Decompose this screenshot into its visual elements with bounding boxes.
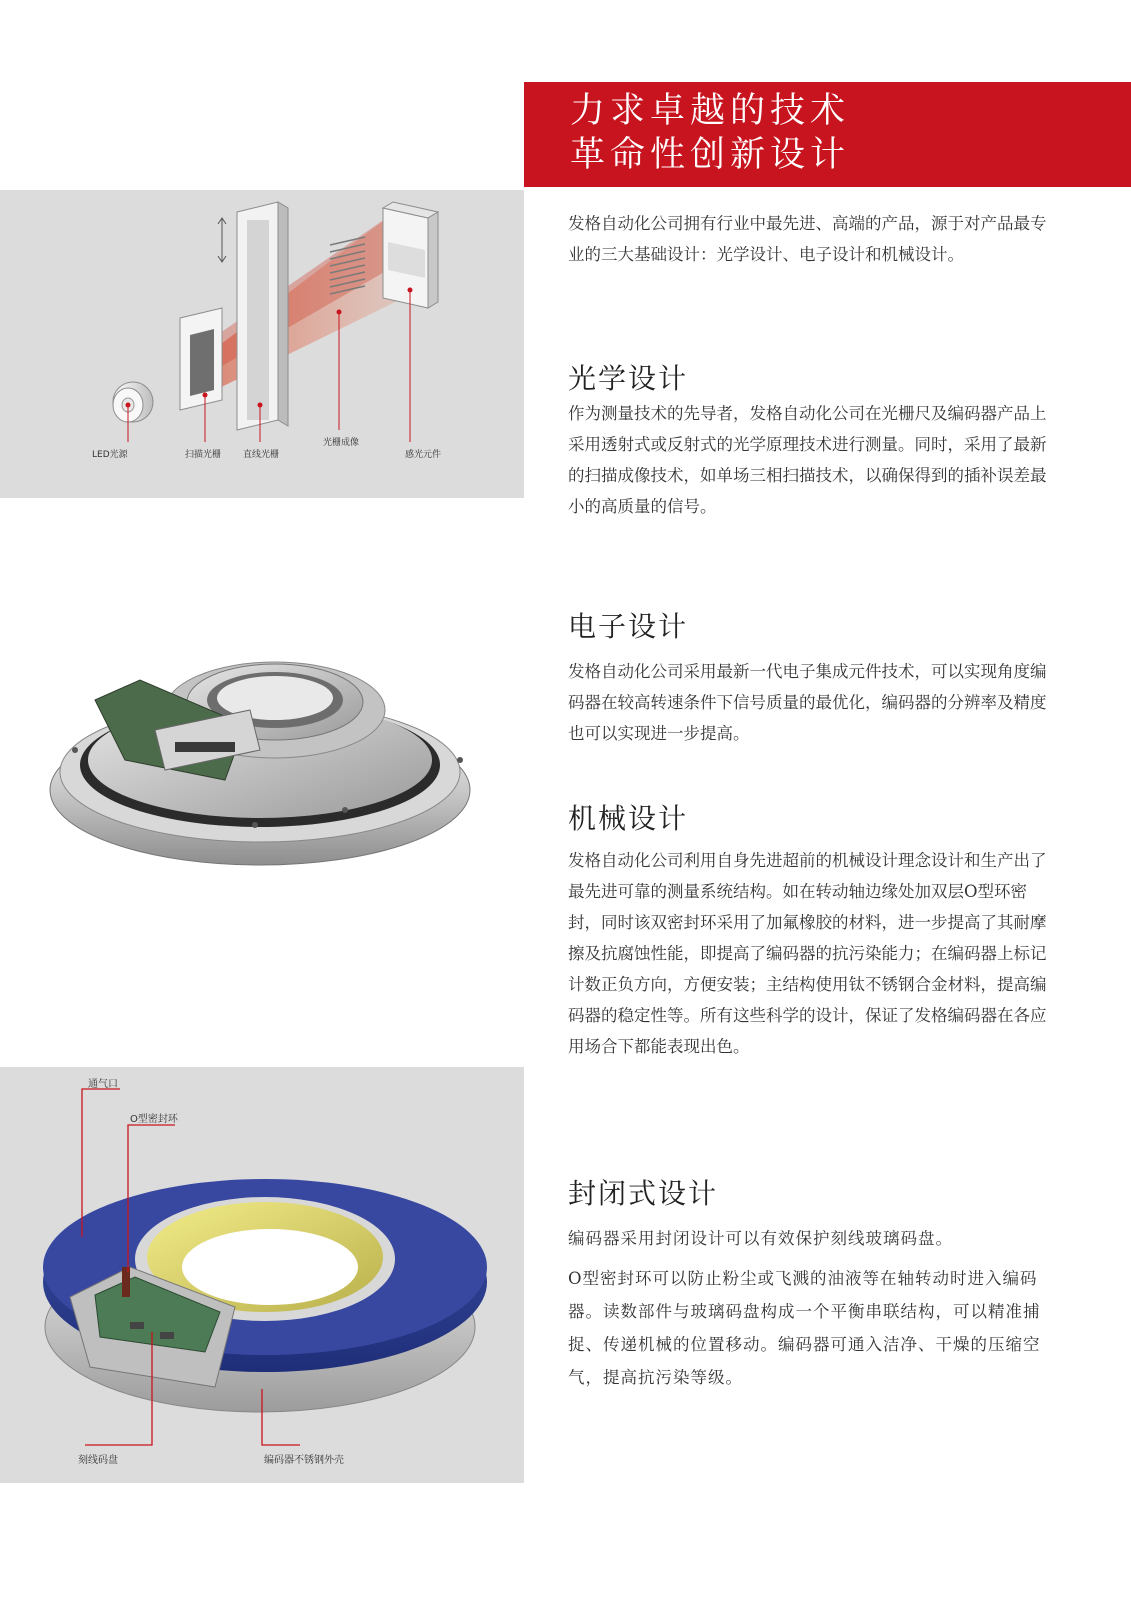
intro-paragraph: 发格自动化公司拥有行业中最先进、高端的产品，源于对产品最专业的三大基础设计：光学设计、电子设计和机械设计。 <box>568 214 1047 264</box>
label-grating-imaging: 光栅成像 <box>323 438 360 448</box>
mechanical-design-paragraph: 发格自动化公司利用自身先进超前的机械设计理念设计和生产出了最先进可靠的测量系统结构。如在转动轴边缘处加双层O型环密封，同时该双密封环采用了加氟橡胶的材料，进一步提高了其耐摩擦及抗腐蚀性能，即提高了编码器的抗污染能力；在编码器上标记计数正负方向，方便安装；主结构使用钛不锈钢合金材料，提高编码器的稳定性等。所有这些科学的设计，保证了发格编码器在各应用场合下都能表现出色。 <box>568 851 1047 1056</box>
sealed-design-paragraph-1: 编码器采用封闭设计可以有效保护刻线玻璃码盘。 <box>568 1229 953 1248</box>
label-scanning-grating: 扫描光栅 <box>185 450 222 460</box>
label-linear-grating: 直线光栅 <box>243 450 280 460</box>
encoder-electronics-photo <box>45 640 485 870</box>
banner-title-line-1: 力求卓越的技术 <box>570 91 851 131</box>
sealed-design-heading: 封闭式设计 <box>568 1177 719 1210</box>
label-vent-port: 通气口 <box>88 1079 118 1090</box>
optical-design-paragraph: 作为测量技术的先导者，发格自动化公司在光栅尺及编码器产品上采用透射式或反射式的光学原理技术进行测量。同时，采用了最新的扫描成像技术，如单场三相扫描技术，以确保得到的插补误差最小的高质量的信号。 <box>568 404 1047 516</box>
title-banner <box>524 82 1131 187</box>
electronic-design-heading: 电子设计 <box>568 610 689 643</box>
optical-diagram <box>0 190 524 498</box>
banner-title-line-2: 革命性创新设计 <box>570 135 851 175</box>
electronic-design-paragraph: 发格自动化公司采用最新一代电子集成元件技术，可以实现角度编码器在较高转速条件下信号质量的最优化，编码器的分辨率及精度也可以实现进一步提高。 <box>568 662 1047 743</box>
label-o-ring: O型密封环 <box>130 1114 178 1125</box>
optical-design-heading: 光学设计 <box>568 362 689 395</box>
label-graduated-disc: 刻线码盘 <box>78 1455 118 1466</box>
sealed-encoder-diagram <box>0 1067 524 1483</box>
encoder-photo-illustration <box>45 640 485 870</box>
sealed-encoder-illustration <box>0 1067 524 1483</box>
label-photosensor: 感光元件 <box>405 450 442 460</box>
label-stainless-housing: 编码器不锈钢外壳 <box>264 1455 344 1466</box>
sealed-design-paragraph-2: O型密封环可以防止粉尘或飞溅的油液等在轴转动时进入编码器。读数部件与玻璃码盘构成一个平衡串联结构，可以精准捕捉、传递机械的位置移动。编码器可通入洁净、干燥的压缩空气，提高抗污染等级。 <box>568 1269 1041 1387</box>
label-led-source: LED光源 <box>92 450 128 460</box>
mechanical-design-heading: 机械设计 <box>568 802 689 835</box>
